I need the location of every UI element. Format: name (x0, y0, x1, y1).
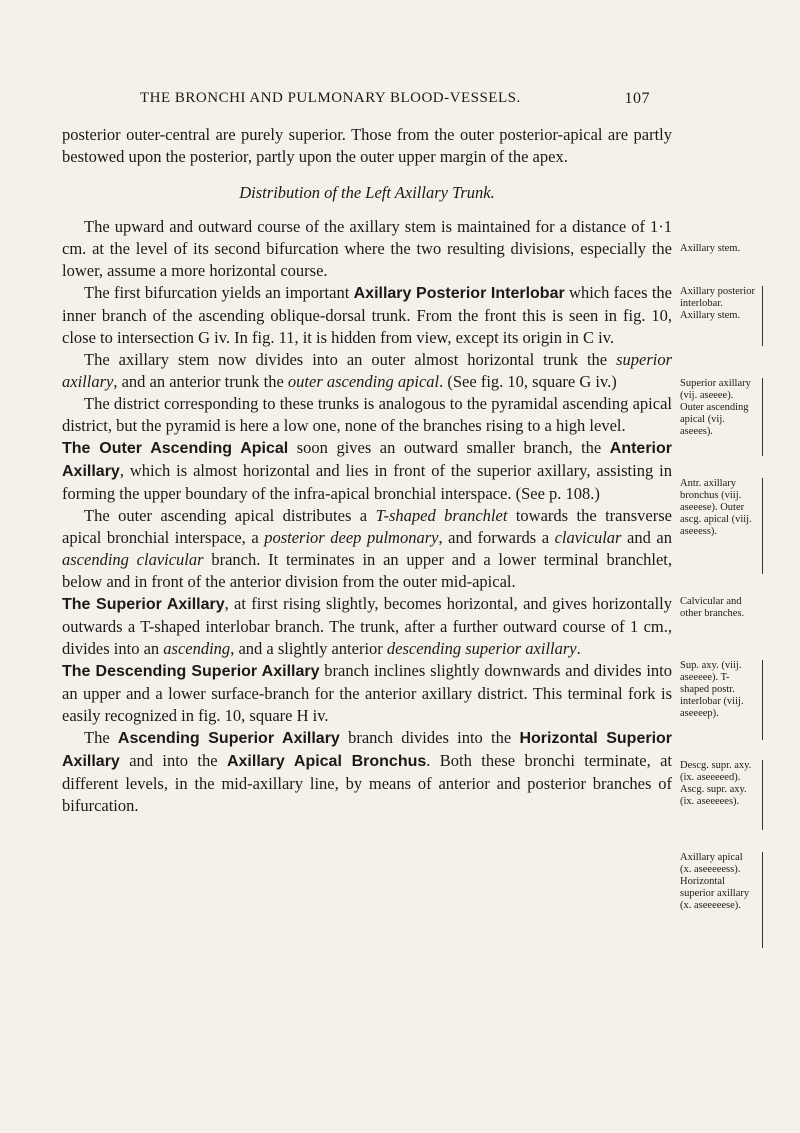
p6-post: branch. It terminates in an upper and a lower terminal branchlet, below and in front of the anterior division from the outer mid-apical. (62, 550, 673, 591)
p6-pre: The outer ascending apical distributes a (84, 506, 376, 525)
p3-mid: , and an anterior trunk the (113, 372, 288, 391)
page-number: 107 (624, 90, 650, 107)
p6-term-4: ascending clavicular (62, 550, 204, 569)
p5-heading-2: Anterior Axillary (62, 440, 672, 480)
p5-mid: soon gives an outward smaller branch, the (288, 438, 610, 457)
margin-brace (758, 852, 763, 948)
margin-note: Axillary apical (x. aseeeeess). Horizontal superior axillary (x. aseeeeese). (680, 852, 750, 911)
section-title: Distribution of the Left Axillary Trunk. (239, 183, 495, 202)
p6-mid1: towards the transverse apical bronchial interspace, a (62, 506, 672, 547)
margin-note: Superior axillary (vij. aseeee). Outer ascending apical (vij. aseees). (680, 378, 751, 437)
margin-note: Descg. supr. axy. (ix. aseeeeed). Ascg. supr. axy. (ix. aseeeees). (680, 760, 752, 807)
p7-mid2: , and a slightly anterior (230, 639, 387, 658)
p9-mid2: and into the (119, 751, 227, 770)
p5-post: , which is almost horizontal and lies in front of the superior axillary, assisting in forming the upper boundary of the infra-apical bronchial interspace. (See p. 108.) (62, 461, 672, 503)
p9-heading-3: Axillary Apical Bronchus (226, 753, 427, 770)
paragraph-7 (62, 593, 672, 660)
p8-post: branch inclines slightly downwards and divides into an upper and a lower surface-branch for the anterior axillary district. This terminal fork is easily recognized in fig. 10, square H iv. (62, 661, 672, 725)
running-header (140, 90, 650, 107)
p7-mid1: , at first rising slightly, becomes horizontal, and gives horizontally outwards a T-shaped interlobar branch. The trunk, after a further outward course of 1 cm., divides into an (62, 594, 673, 658)
margin-brace (758, 478, 763, 574)
margin-note: Calvicular and other branches. (680, 596, 745, 619)
main-text (62, 124, 672, 817)
paragraph-3 (62, 349, 672, 393)
p7-term-2: descending superior axillary (386, 639, 577, 658)
margin-note: Antr. axillary bronchus (viij. aseeese). Outer ascg. apical (viij. aseeess). (680, 478, 752, 537)
margin-brace (758, 660, 763, 740)
p3-term-2: outer ascending apical (287, 372, 440, 391)
p7-term-1: ascending (163, 639, 231, 658)
margin-note: Sup. axy. (viij. aseeeee). T-shaped postr. interlobar (viij. aseeeep). (680, 660, 744, 719)
intro-paragraph: posterior outer-central are purely superior. Those from the outer posterior-apical are partly bestowed upon the posterior, partly upon the outer upper margin of the apex. (62, 125, 672, 166)
margin-note: Axillary posterior interlobar. Axillary stem. (680, 286, 755, 321)
p3-post: . (See fig. 10, square G iv.) (439, 372, 617, 391)
p3-pre: The axillary stem now divides into an outer almost horizontal trunk the (84, 350, 617, 369)
paragraph-8 (62, 660, 672, 727)
margin-brace (758, 760, 763, 830)
p6-term-1: T-shaped branchlet (375, 506, 508, 525)
header-title: THE BRONCHI AND PULMONARY BLOOD-VESSELS. (140, 90, 521, 106)
margin-note: Axillary stem. (680, 243, 741, 254)
paragraph-6 (62, 505, 672, 593)
margin-brace (758, 378, 763, 456)
p7-post: . (576, 639, 581, 658)
p8-heading: The Descending Superior Axillary (62, 663, 320, 680)
p3-term-1: superior axillary (62, 350, 672, 391)
p9-pre: The (84, 728, 118, 747)
p2-post: which faces the inner branch of the ascending oblique-dorsal trunk. From the front this is seen in fig. 10, close to intersection G iv. In fig. 11, it is hidden from view, except its origin in C iv. (62, 283, 673, 347)
p2-heading: Axillary Posterior Interlobar (353, 285, 565, 302)
paragraph-5 (62, 437, 672, 505)
paragraph-2 (62, 282, 672, 349)
p6-mid3: and an (621, 528, 672, 547)
p9-mid1: branch divides into the (339, 728, 520, 747)
p2-pre: The first bifurcation yields an important (84, 283, 354, 302)
p9-heading-2: Horizontal Superior Axillary (62, 730, 673, 770)
p5-heading-1: The Outer Ascending Apical (62, 440, 289, 457)
p6-term-2: posterior deep pulmonary (264, 528, 439, 547)
p9-post: . Both these bronchi terminate, at different levels, in the mid-axillary line, by means of anterior and posterior branches of bifurcation. (62, 751, 672, 815)
paragraph-1: The upward and outward course of the axillary stem is maintained for a distance of 1·1 cm. at the level of its second bifurcation where the two resulting divisions, especially the lower, assume a more horizontal course. (62, 217, 672, 280)
p7-heading: The Superior Axillary (62, 596, 225, 613)
p6-term-3: clavicular (554, 528, 622, 547)
p6-mid2: , and forwards a (438, 528, 555, 547)
p9-heading-1: Ascending Superior Axillary (117, 730, 340, 747)
paragraph-9 (62, 727, 672, 817)
margin-brace (758, 286, 763, 346)
paragraph-4: The district corresponding to these trunks is analogous to the pyramidal ascending apical district, but the pyramid is here a low one, none of the branches rising to a high level. (62, 394, 672, 435)
